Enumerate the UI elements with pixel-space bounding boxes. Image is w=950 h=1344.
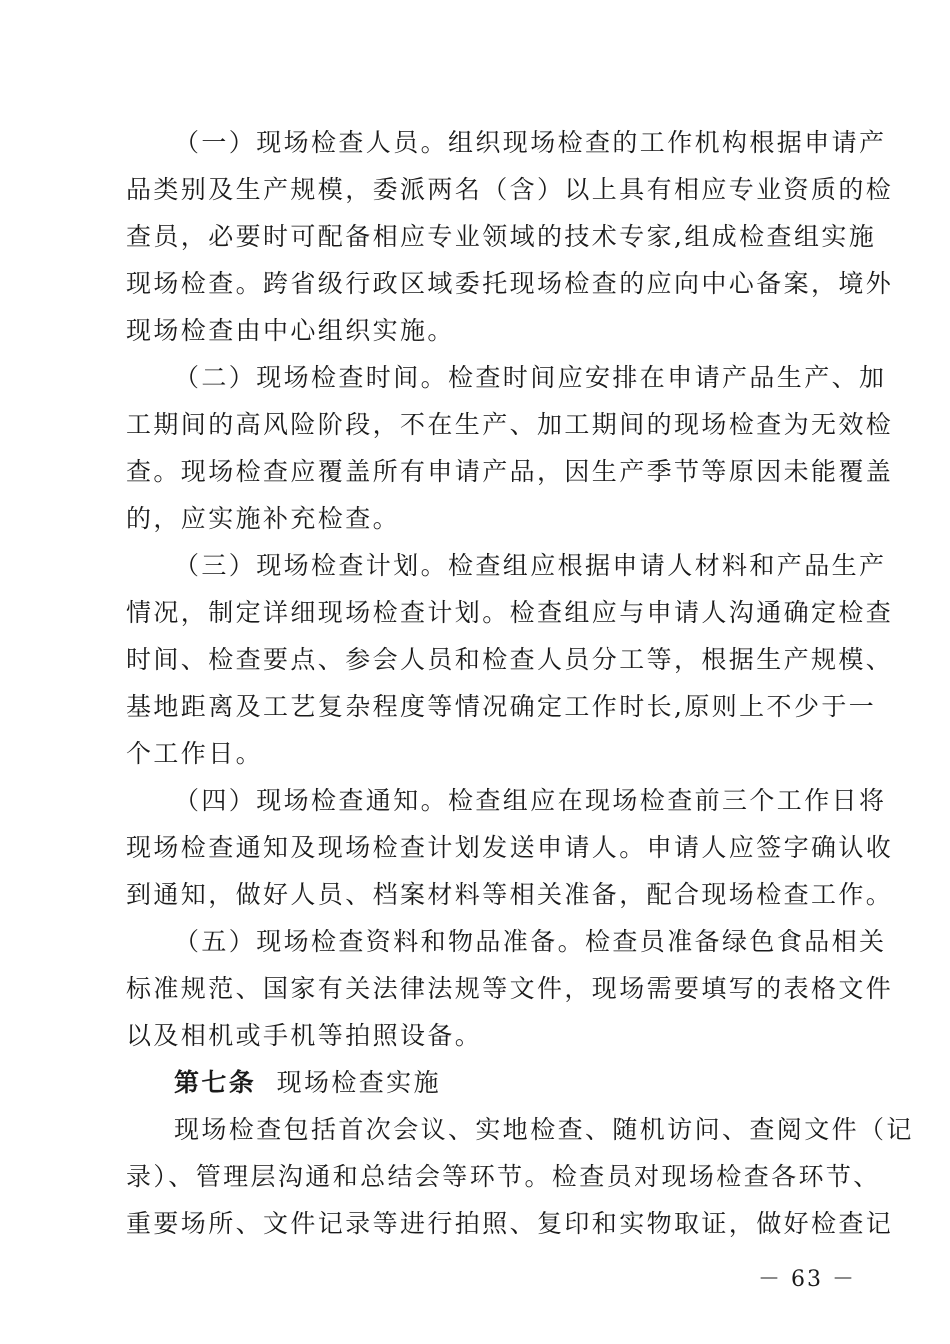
article-title: 现场检查实施 xyxy=(276,1068,441,1097)
paragraph-line: 现场检查。跨省级行政区域委托现场检查的应向中心备案，境外 xyxy=(126,269,894,298)
paragraph-line: 时间、检查要点、参会人员和检查人员分工等，根据生产规模、 xyxy=(126,645,894,674)
page-number: － 63 － xyxy=(758,1267,856,1292)
article-number: 第七条 xyxy=(174,1068,257,1097)
paragraph-line: （二）现场检查时间。检查时间应安排在申请产品生产、加 xyxy=(174,363,887,392)
paragraph-line: 基地距离及工艺复杂程度等情况确定工作时长,原则上不少于一 xyxy=(126,692,877,721)
paragraph-line: 以及相机或手机等拍照设备。 xyxy=(126,1021,483,1050)
paragraph-line: （四）现场检查通知。检查组应在现场检查前三个工作日将 xyxy=(174,786,887,815)
paragraph-line: 查员，必要时可配备相应专业领域的技术专家,组成检查组实施 xyxy=(126,222,877,251)
paragraph-line: 录）、管理层沟通和总结会等环节。检查员对现场检查各环节、 xyxy=(126,1162,881,1191)
paragraph-line: 查。现场检查应覆盖所有申请产品，因生产季节等原因未能覆盖 xyxy=(126,457,894,486)
paragraph-line: 的，应实施补充检查。 xyxy=(126,504,401,533)
paragraph-line: 标准规范、国家有关法律法规等文件，现场需要填写的表格文件 xyxy=(126,974,894,1003)
paragraph-line: （三）现场检查计划。检查组应根据申请人材料和产品生产 xyxy=(174,551,887,580)
paragraph-line: 现场检查包括首次会议、实地检查、随机访问、查阅文件（记 xyxy=(174,1115,914,1144)
paragraph-line: 品类别及生产规模，委派两名（含）以上具有相应专业资质的检 xyxy=(126,175,894,204)
paragraph-line: 现场检查由中心组织实施。 xyxy=(126,316,455,345)
paragraph-line: 工期间的高风险阶段，不在生产、加工期间的现场检查为无效检 xyxy=(126,410,894,439)
paragraph-line: 情况，制定详细现场检查计划。检查组应与申请人沟通确定检查 xyxy=(126,598,894,627)
paragraph-line: （一）现场检查人员。组织现场检查的工作机构根据申请产 xyxy=(174,128,887,157)
paragraph-line: 个工作日。 xyxy=(126,739,264,768)
article-heading xyxy=(174,1065,441,1101)
paragraph-line: 到通知，做好人员、档案材料等相关准备，配合现场检查工作。 xyxy=(126,880,894,909)
paragraph-line: （五）现场检查资料和物品准备。检查员准备绿色食品相关 xyxy=(174,927,887,956)
paragraph-line: 重要场所、文件记录等进行拍照、复印和实物取证，做好检查记 xyxy=(126,1209,894,1238)
paragraph-line: 现场检查通知及现场检查计划发送申请人。申请人应签字确认收 xyxy=(126,833,894,862)
